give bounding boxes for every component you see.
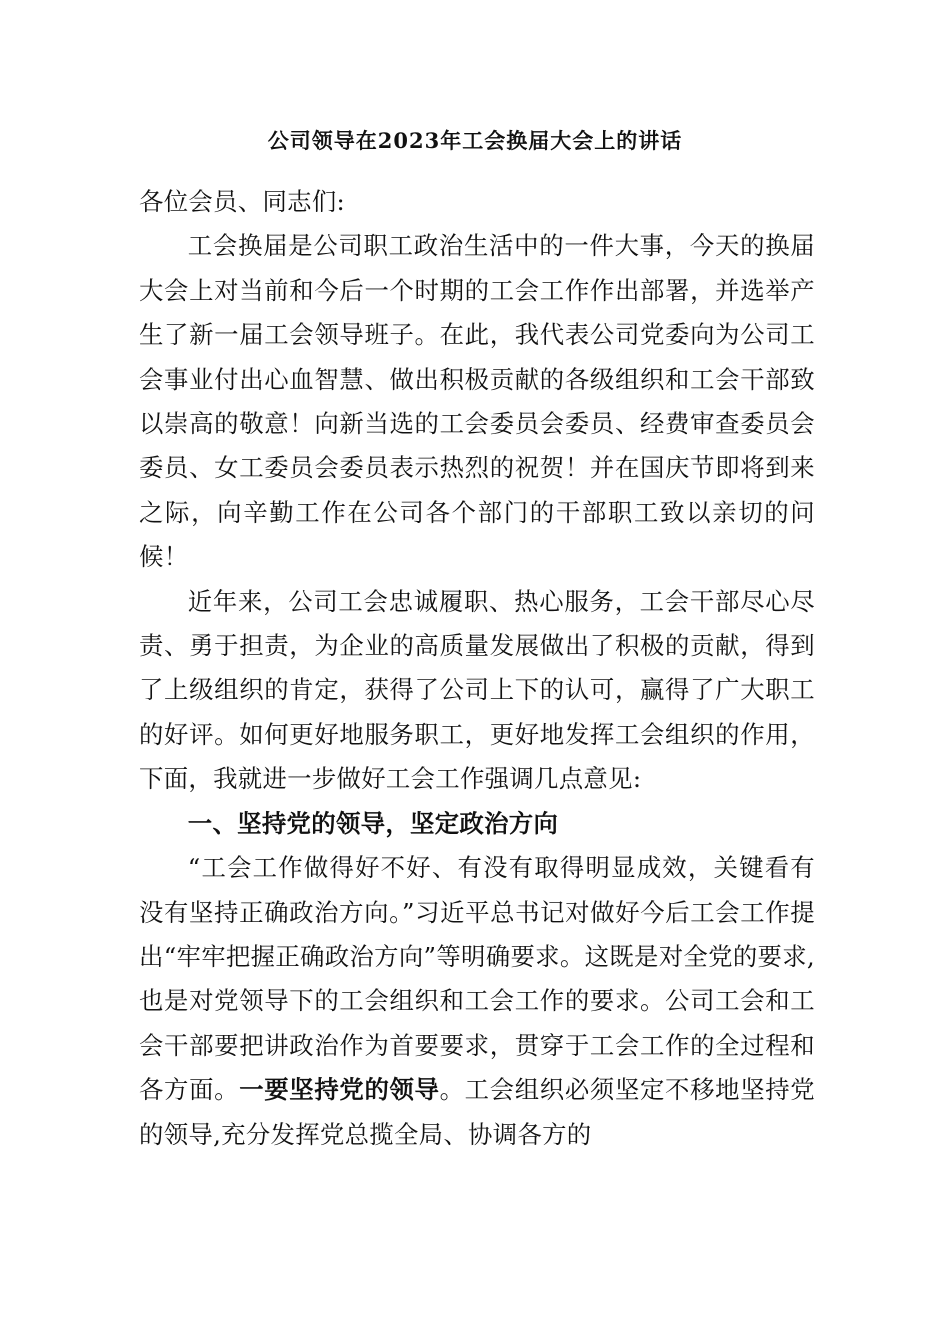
salutation: 各位会员、同志们: [139, 187, 346, 216]
document-body [139, 180, 815, 1157]
paragraph-3-bold-phrase: 一要坚持党的领导 [239, 1075, 440, 1105]
paragraph-3-text-1: “工会工作做得好不好、有没有取得明显成效，关键看有没有坚持正确政治方向。”习近平总书记对做好今后工会工作提出“牢牢把握正确政治方向”等明确要求。这既是对全党的要求,也是对党领导下的工会组织和工会工作的要求。公司工会和工会干部要把讲政治作为首要要求，贯穿于工会工作的全过程和各方面。 [139, 853, 815, 1105]
paragraph-3-text-2: 。工会组织必须坚定不移地坚持党的领导,充分发挥党总揽全局、协调各方的 [139, 1075, 815, 1149]
paragraph-3 [139, 846, 815, 1157]
document-title: 公司领导在2023年工会换届大会上的讲话 [267, 128, 683, 153]
paragraph-1: 工会换届是公司职工政治生活中的一件大事，今天的换届大会上对当前和今后一个时期的工会工作作出部署，并选举产生了新一届工会领导班子。在此，我代表公司党委向为公司工会事业付出心血智慧、做出积极贡献的各级组织和工会干部致以崇高的敬意！向新当选的工会委员会委员、经费审查委员会委员、女工委员会委员表示热烈的祝贺！并在国庆节即将到来之际，向辛勤工作在公司各个部门的干部职工致以亲切的问候！ [139, 231, 815, 572]
section-heading-1: 一、坚持党的领导，坚定政治方向 [187, 808, 559, 838]
paragraph-2: 近年来，公司工会忠诚履职、热心服务，工会干部尽心尽责、勇于担责，为企业的高质量发展做出了积极的贡献，得到了上级组织的肯定，获得了公司上下的认可，赢得了广大职工的好评。如何更好地服务职工，更好地发挥工会组织的作用，下面，我就进一步做好工会工作强调几点意见: [139, 586, 815, 794]
